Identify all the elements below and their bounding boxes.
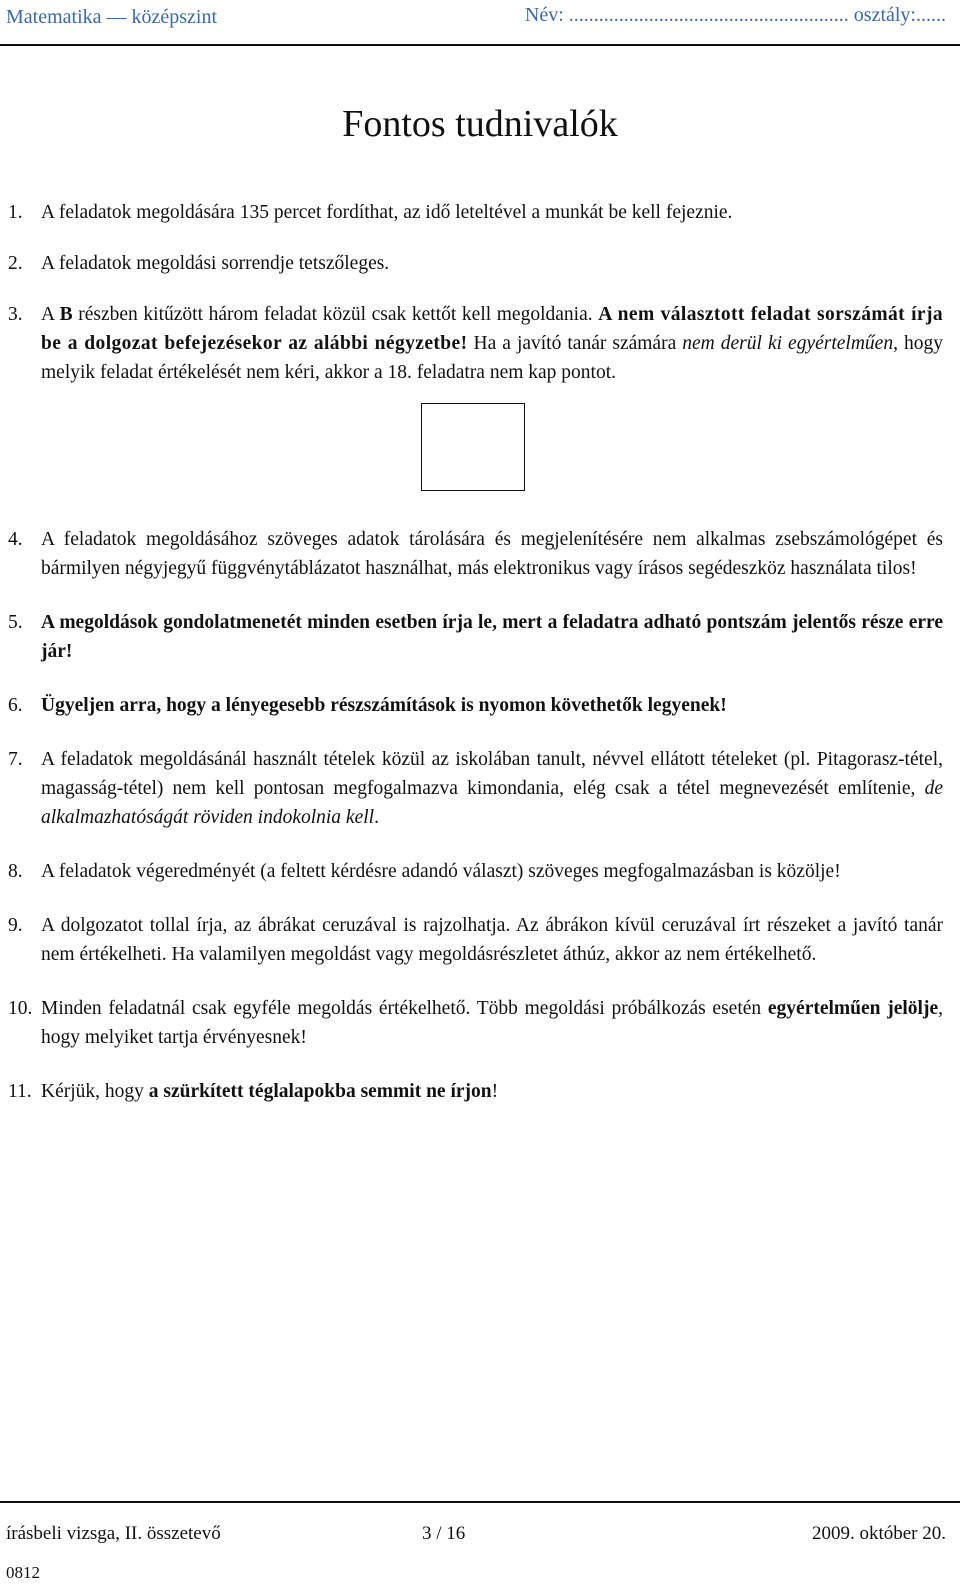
item-number: 4. bbox=[8, 529, 23, 550]
item-text: Minden feladatnál csak egyféle megoldás értékelhető. Több megoldási próbálkozás esetén egyértelműen jelölje, hogy melyiket tartja érvényesnek! bbox=[41, 998, 943, 1048]
header-rule bbox=[0, 44, 960, 46]
item-text: Ügyeljen arra, hogy a lényegesebb részszámítások is nyomon követhetők legyenek! bbox=[41, 695, 727, 716]
list-item-2 bbox=[8, 249, 943, 278]
item-text: A feladatok megoldásához szöveges adatok tárolására és megjelenítésére nem alkalmas zsebszámológépet és bármilyen négyjegyű függvénytáblázatot használhat, más elektronikus vagy írásos segédeszköz használata tilos! bbox=[41, 529, 943, 579]
item-number: 9. bbox=[8, 915, 23, 936]
page-header bbox=[0, 0, 960, 46]
list-item-10 bbox=[8, 994, 943, 1052]
task-number-box[interactable] bbox=[421, 403, 525, 491]
item-number: 7. bbox=[8, 749, 23, 770]
header-subject: Matematika — középszint bbox=[6, 6, 218, 28]
item-number: 10. bbox=[8, 998, 33, 1019]
item-number: 8. bbox=[8, 861, 23, 882]
footer-rule bbox=[0, 1501, 960, 1503]
item-text: A feladatok megoldására 135 percet fordíthat, az idő leteltével a munkát be kell fejeznie. bbox=[41, 202, 733, 223]
item-text: A feladatok megoldási sorrendje tetszőleges. bbox=[41, 253, 390, 274]
list-item-6 bbox=[8, 691, 943, 720]
list-item-5 bbox=[8, 608, 943, 666]
item-number: 3. bbox=[8, 304, 23, 325]
list-item-9 bbox=[8, 911, 943, 969]
list-item-4 bbox=[8, 525, 943, 583]
footer-code: 0812 bbox=[6, 1563, 40, 1582]
footer-date: 2009. október 20. bbox=[811, 1523, 946, 1544]
item-text: A B részben kitűzött három feladat közül csak kettőt kell megoldania. A nem választott feladat sorszámát írja be a dolgozat befejezésekor az alábbi négyzetbe! Ha a javító tanár számára nem derül ki egyértelműen, hogy melyik feladat értékelését nem kéri, akkor a 18. feladatra nem kap pontot. bbox=[41, 304, 943, 383]
page-footer bbox=[0, 1497, 960, 1593]
footer-exam-part: írásbeli vizsga, II. összetevő bbox=[6, 1523, 221, 1544]
item-number: 2. bbox=[8, 253, 23, 274]
item-number: 11. bbox=[8, 1081, 32, 1102]
item-text: A feladatok megoldásánál használt tételek közül az iskolában tanult, névvel ellátott tételeket (pl. Pitagorasz-tétel, magasság-tétel) nem kell pontosan megfogalmazva kimondania, elég csak a tétel megnevezését említenie, de alkalmazhatóságát röviden indokolnia kell. bbox=[41, 749, 943, 828]
list-item-1 bbox=[8, 198, 943, 227]
item-text: A feladatok végeredményét (a feltett kérdésre adandó választ) szöveges megfogalmazásban is közölje! bbox=[41, 861, 841, 882]
list-item-3 bbox=[8, 300, 943, 387]
item-number: 6. bbox=[8, 695, 23, 716]
list-item-7 bbox=[8, 745, 943, 832]
item-text: A dolgozatot tollal írja, az ábrákat ceruzával is rajzolhatja. Az ábrákon kívül ceruzával írt részeket a javító tanár nem értékelheti. Ha valamilyen megoldást vagy megoldásrészletet áthúz, akkor az nem értékelhető. bbox=[41, 915, 943, 965]
header-name-class-field: Név: ........................................................ osztály:...... bbox=[524, 4, 946, 26]
item-text: Kérjük, hogy a szürkített téglalapokba semmit ne írjon! bbox=[41, 1081, 499, 1102]
footer-page-number: 3 / 16 bbox=[422, 1523, 466, 1544]
page-title: Fontos tudnivalók bbox=[342, 103, 618, 145]
list-item-8 bbox=[8, 857, 943, 886]
instructions-list bbox=[8, 198, 943, 1131]
item-text: A megoldások gondolatmenetét minden esetben írja le, mert a feladatra adható pontszám jelentős része erre jár! bbox=[41, 612, 943, 662]
list-item-11 bbox=[8, 1077, 943, 1106]
item-number: 5. bbox=[8, 612, 23, 633]
item-number: 1. bbox=[8, 202, 23, 223]
